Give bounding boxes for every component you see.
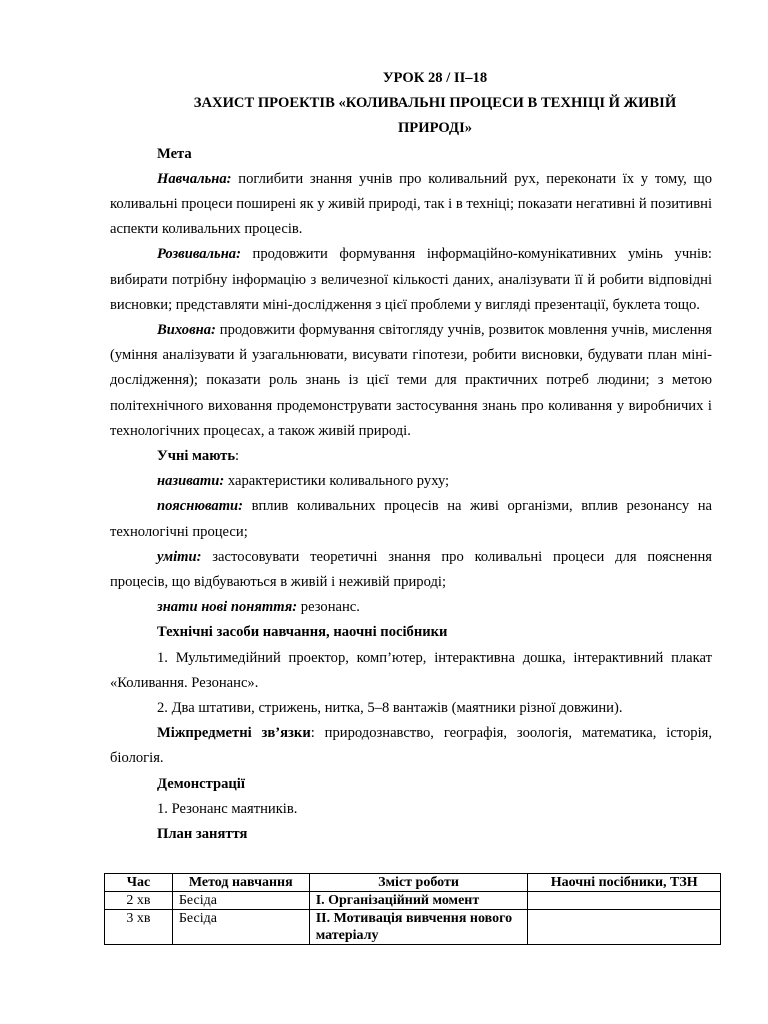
plan-table-wrap xyxy=(104,873,721,945)
table-cell-content: I. Організаційний момент xyxy=(309,892,528,910)
table-cell-aids xyxy=(528,892,721,910)
goal-developmental xyxy=(110,242,712,318)
know-label: знати нові поняття: xyxy=(157,599,298,616)
interdisciplinary-text: : природознавство, географія, зоологія, математика, історія, біологія. xyxy=(110,725,712,767)
developmental-label: Розвивальна: xyxy=(157,246,241,263)
equipment-heading: Технічні засоби навчання, наочні посібники xyxy=(157,624,448,641)
outcomes-heading: Учні мають xyxy=(157,448,236,465)
outcome-name xyxy=(110,469,712,494)
outcome-explain xyxy=(110,494,712,544)
plan-heading: План заняття xyxy=(157,826,248,843)
table-cell-method: Бесіда xyxy=(172,892,309,910)
outcomes-heading-suffix: : xyxy=(235,448,240,465)
table-row xyxy=(105,910,721,945)
column-header-time: Час xyxy=(105,874,173,892)
know-text: резонанс. xyxy=(297,599,360,616)
equipment-item-1: 1. Мультимедійний проектор, комп’ютер, інтерактивна дошка, інтерактивний плакат «Коливання. Резонанс». xyxy=(110,649,712,691)
table-row xyxy=(105,892,721,910)
explain-label: пояснювати: xyxy=(157,498,244,515)
explain-text: вплив коливальних процесів на живі організми, вплив резонансу на технологічні процеси; xyxy=(110,498,712,540)
table-cell-aids xyxy=(528,910,721,945)
table-cell-method: Бесіда xyxy=(172,910,309,945)
developmental-text: продовжити формування інформаційно-комунікативних умінь учнів: вибирати потрібну інформацію з величезної кількості даних, аналізувати її й робити відповідні висновки; представляти міні-дослідження з цієї проблеми у вигляді презентації, буклета тощо. xyxy=(110,246,712,313)
equipment-item-2: 2. Два штативи, стрижень, нитка, 5–8 вантажів (маятники різної довжини). xyxy=(157,700,623,717)
name-text: характеристики коливального руху; xyxy=(224,473,450,490)
column-header-method: Метод навчання xyxy=(172,874,309,892)
table-header-row xyxy=(105,874,721,892)
lesson-number: УРОК 28 / ІІ–18 xyxy=(382,70,488,86)
apply-label: уміти: xyxy=(157,548,202,565)
table-cell-time: 3 хв xyxy=(105,910,173,945)
goal-educational xyxy=(110,167,712,243)
apply-text: застосовувати теоретичні знання про коливальні процеси для пояснення процесів, що відбуваються в живій і неживій природі; xyxy=(110,548,712,591)
demonstration-item-1: 1. Резонанс маятників. xyxy=(157,800,298,817)
outcome-know xyxy=(110,595,712,620)
table-cell-content: II. Мотивація вивчення нового матеріалу xyxy=(309,910,528,945)
upbringing-label: Виховна: xyxy=(157,322,216,339)
table-cell-time: 2 хв xyxy=(105,892,173,910)
outcomes-heading-line xyxy=(110,444,712,469)
outcome-apply xyxy=(110,545,712,595)
demonstrations-heading: Демонстрації xyxy=(157,775,245,792)
interdisciplinary-line xyxy=(110,721,712,771)
interdisciplinary-label: Міжпредметні зв’язки xyxy=(157,725,311,742)
plan-table xyxy=(104,873,721,945)
educational-text: поглибити знання учнів про коливальний рух, переконати їх у тому, що коливальні процеси поширені як у живій природі, так і в техніці; показати негативні й позитивні аспекти коливальних процесів. xyxy=(110,170,712,238)
goal-upbringing xyxy=(110,318,712,444)
document-content xyxy=(110,66,712,847)
column-header-aids: Наочні посібники, ТЗН xyxy=(528,874,721,892)
goal-heading: Мета xyxy=(157,145,192,162)
educational-label: Навчальна: xyxy=(157,170,232,187)
column-header-content: Зміст роботи xyxy=(309,874,528,892)
upbringing-text: продовжити формування світогляду учнів, розвиток мовлення учнів, мислення (уміння аналізувати й узагальнювати, висувати гіпотези, робити висновки, будувати план міні-дослідження); показати роль знань із цієї теми для практичних потреб людини; з метою політехнічного виховання продемонструвати застосування знань про коливання у виробничих і технологічних процесах, а також живій природі. xyxy=(110,322,712,439)
lesson-title: ЗАХИСТ ПРОЕКТІВ «КОЛИВАЛЬНІ ПРОЦЕСИ В ТЕХНІЦІ Й ЖИВІЙ ПРИРОДІ» xyxy=(193,95,677,137)
name-label: називати: xyxy=(157,473,225,490)
